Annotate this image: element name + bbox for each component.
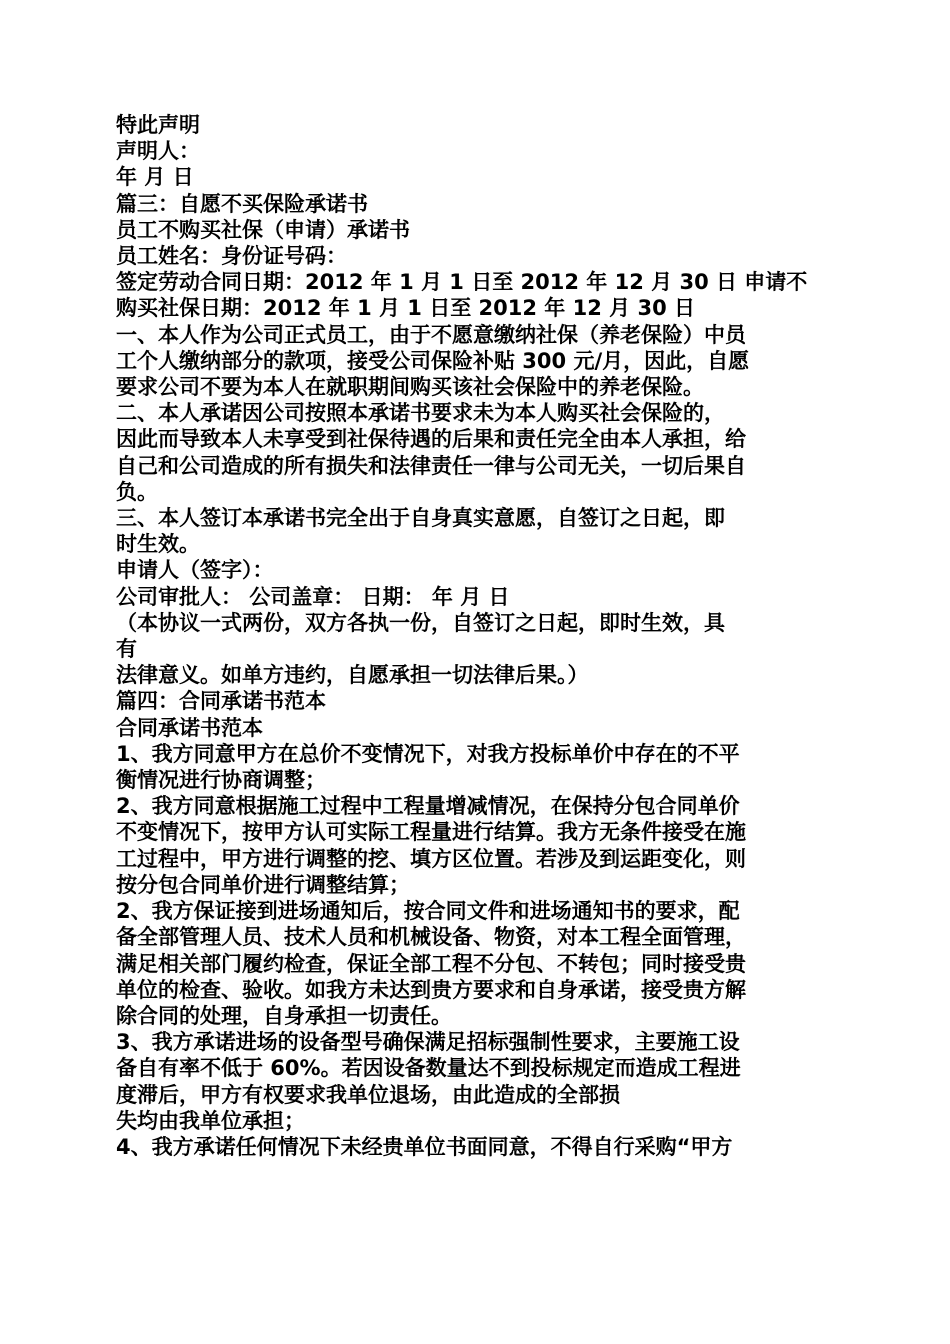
section-heading: 篇四：合同承诺书范本 — [116, 689, 326, 714]
text-line: （本协议一式两份，双方各执一份，自签订之日起，即时生效，具 — [116, 610, 725, 635]
document-title: 员工不购买社保（申请）承诺书 — [116, 217, 410, 242]
text-line: 申请人（签字）： — [116, 558, 274, 583]
text-line: 满足相关部门履约检查，保证全部工程不分包、不转包；同时接受贵 — [116, 951, 746, 976]
text-line: 公司审批人： 公司盖章： 日期： 年 月 日 — [116, 584, 510, 609]
text-line: 签定劳动合同日期：2012 年 1 月 1 日至 2012 年 12 月 30 日 申请不 — [116, 270, 808, 295]
text-line: 单位的检查、验收。如我方未达到贵方要求和自身承诺，接受贵方解 — [116, 977, 746, 1002]
text-line: 有 — [116, 637, 137, 662]
text-line: 失均由我单位承担； — [116, 1108, 305, 1133]
text-line: 备自有率不低于 60%。若因设备数量达不到投标规定而造成工程进 — [116, 1056, 741, 1081]
text-line: 因此而导致本人未享受到社保待遇的后果和责任完全由本人承担，给 — [116, 427, 746, 452]
text-line: 4、我方承诺任何情况下未经贵单位书面同意，不得自行采购“甲方 — [116, 1134, 733, 1159]
text-line: 按分包合同单价进行调整结算； — [116, 872, 410, 897]
text-line: 度滞后，甲方有权要求我单位退场，由此造成的全部损 — [116, 1082, 620, 1107]
text-line: 购买社保日期：2012 年 1 月 1 日至 2012 年 12 月 30 日 — [116, 296, 695, 321]
text-line: 法律意义。如单方违约，自愿承担一切法律后果。） — [116, 663, 589, 688]
text-line: 声明人： — [116, 139, 200, 164]
text-line: 三、本人签订本承诺书完全出于自身真实意愿，自签订之日起，即 — [116, 506, 725, 531]
document-title: 合同承诺书范本 — [116, 715, 263, 740]
text-line: 特此声明 — [116, 113, 200, 137]
text-line: 负。 — [116, 479, 158, 504]
text-line: 年 月 日 — [116, 165, 194, 190]
text-line: 2、我方同意根据施工过程中工程量增减情况，在保持分包合同单价 — [116, 794, 740, 819]
text-line: 工过程中，甲方进行调整的挖、填方区位置。若涉及到运距变化，则 — [116, 846, 746, 871]
text-line: 衡情况进行协商调整； — [116, 768, 326, 793]
text-line: 要求公司不要为本人在就职期间购买该社会保险中的养老保险。 — [116, 375, 704, 400]
section-heading: 篇三：自愿不买保险承诺书 — [116, 191, 368, 216]
text-line: 2、我方保证接到进场通知后，按合同文件和进场通知书的要求，配 — [116, 899, 740, 924]
text-line: 3、我方承诺进场的设备型号确保满足招标强制性要求，主要施工设 — [116, 1030, 740, 1055]
text-line: 时生效。 — [116, 532, 200, 557]
text-line: 自己和公司造成的所有损失和法律责任一律与公司无关，一切后果自 — [116, 453, 746, 478]
text-line: 不变情况下，按甲方认可实际工程量进行结算。我方无条件接受在施 — [116, 820, 746, 845]
text-line: 1、我方同意甲方在总价不变情况下，对我方投标单价中存在的不平 — [116, 741, 740, 766]
text-line: 备全部管理人员、技术人员和机械设备、物资，对本工程全面管理， — [116, 925, 746, 950]
text-line: 二、本人承诺因公司按照本承诺书要求未为本人购买社会保险的， — [116, 401, 725, 426]
text-line: 工个人缴纳部分的款项，接受公司保险补贴 300 元/月，因此，自愿 — [116, 348, 750, 373]
document-body — [116, 112, 836, 1160]
text-line: 一、本人作为公司正式员工，由于不愿意缴纳社保（养老保险）中员 — [116, 322, 746, 347]
text-line: 员工姓名：身份证号码： — [116, 244, 347, 269]
text-line: 除合同的处理，自身承担一切责任。 — [116, 1003, 452, 1028]
